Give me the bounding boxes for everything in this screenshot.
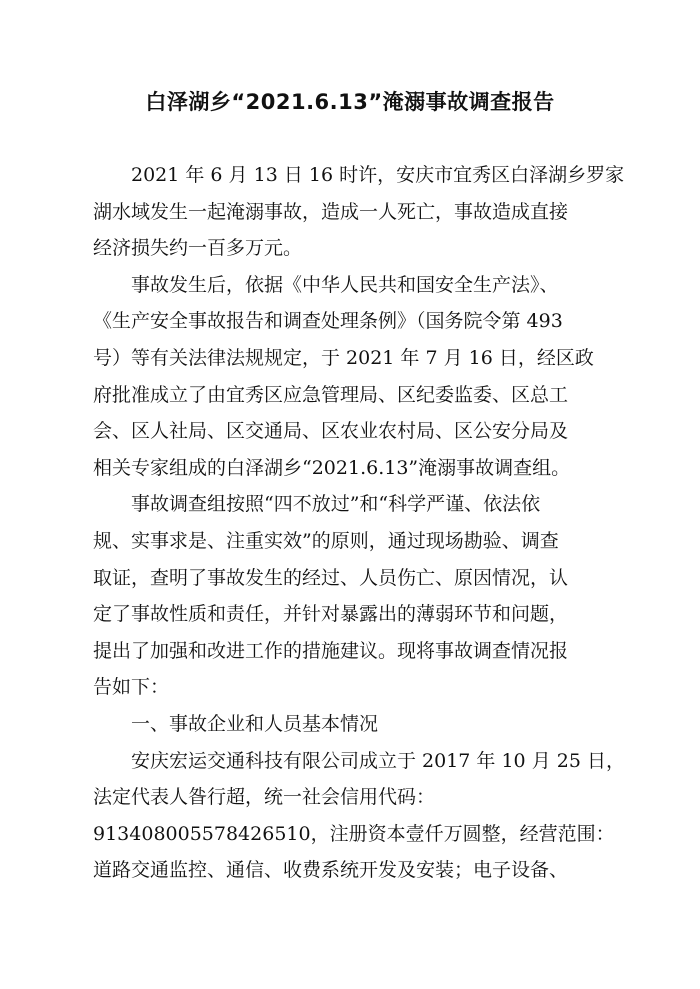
- body-line: 号）等有关法律法规规定，于 2021 年 7 月 16 日，经区政: [93, 346, 594, 369]
- document-body: [93, 157, 625, 889]
- body-line: 告如下：: [93, 676, 170, 699]
- body-line: 取证，查明了事故发生的经过、人员伤亡、原因情况，认: [93, 566, 569, 589]
- body-line: 提出了加强和改进工作的措施建议。现将事故调查情况报: [93, 639, 569, 662]
- body-line: 相关专家组成的白泽湖乡“2021.6.13”淹溺事故调查组。: [93, 456, 571, 479]
- body-line: 一、事故企业和人员基本情况: [131, 712, 379, 735]
- document-title: 白泽湖乡“2021.6.13”淹溺事故调查报告: [145, 90, 555, 114]
- body-line: 法定代表人昝行超，统一社会信用代码：: [93, 786, 436, 809]
- body-line: 会、区人社局、区交通局、区农业农村局、区公安分局及: [93, 420, 569, 443]
- body-line: 经济损失约一百多万元。: [93, 237, 303, 260]
- body-line: 事故发生后，依据《中华人民共和国安全生产法》、: [131, 273, 559, 296]
- body-line: 2021 年 6 月 13 日 16 时许，安庆市宜秀区白泽湖乡罗家: [131, 164, 625, 186]
- body-line: 府批准成立了由宜秀区应急管理局、区纪委监委、区总工: [93, 383, 569, 406]
- body-line: 湖水域发生一起淹溺事故，造成一人死亡，事故造成直接: [93, 200, 569, 223]
- body-line: 定了事故性质和责任，并针对暴露出的薄弱环节和问题，: [93, 603, 569, 626]
- body-line: 《生产安全事故报告和调查处理条例》（国务院令第 493: [93, 310, 563, 333]
- body-line: 913408005578426510，注册资本壹仟万圆整，经营范围：: [93, 822, 615, 845]
- body-line: 事故调查组按照“四不放过”和“科学严谨、依法依: [131, 493, 541, 516]
- body-line: 规、实事求是、注重实效”的原则，通过现场勘验、调查: [93, 529, 559, 552]
- body-line: 安庆宏运交通科技有限公司成立于 2017 年 10 月 25 日，: [131, 749, 625, 772]
- body-line: 道路交通监控、通信、收费系统开发及安装；电子设备、: [93, 859, 569, 882]
